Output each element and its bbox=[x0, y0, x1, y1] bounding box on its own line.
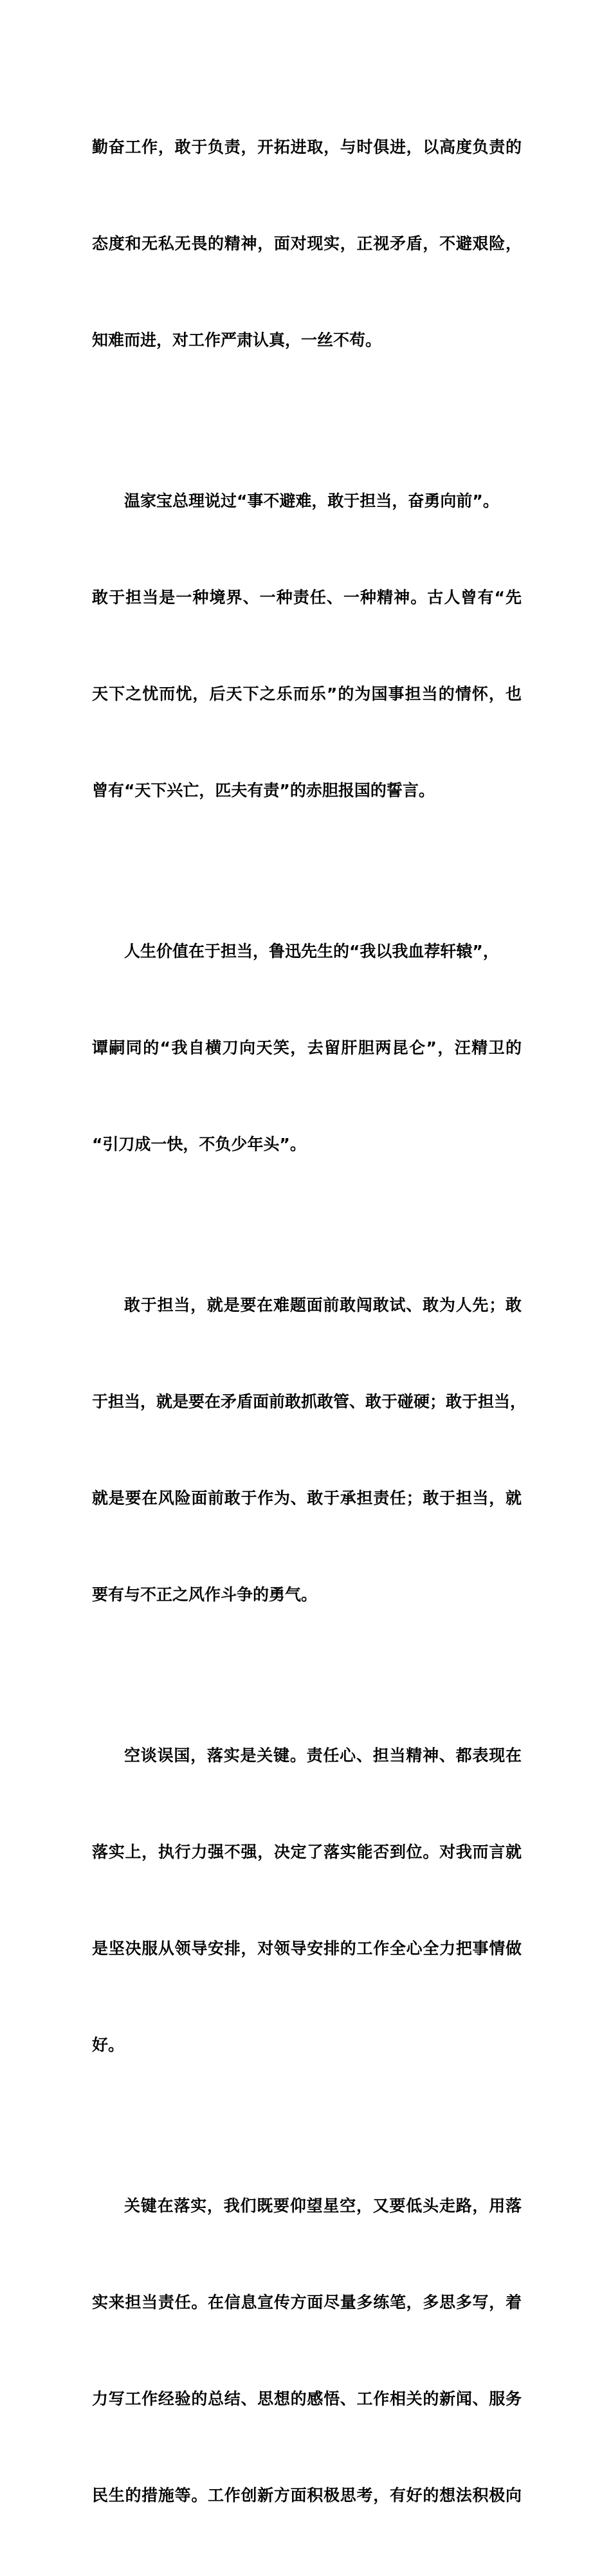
text-line: 就是要在风险面前敢于作为、敢于承担责任；敢于担当，就 bbox=[92, 1489, 522, 1507]
text-line: 落实上，执行力强不强，决定了落实能否到位。对我而言就 bbox=[92, 1843, 522, 1861]
paragraph-5 bbox=[92, 1675, 522, 2126]
text-line: 态度和无私无畏的精神，面对现实，正视矛盾，不避艰险， bbox=[92, 234, 522, 253]
text-line: 好。 bbox=[92, 2036, 125, 2054]
text-line: 是坚决服从领导安排，对领导安排的工作全心全力把事情做 bbox=[92, 1939, 522, 1958]
paragraph-1 bbox=[92, 67, 522, 421]
text-line: 关键在落实，我们既要仰望星空，又要低头走路，用落 bbox=[124, 2196, 522, 2215]
text-line: 勤奋工作，敢于负责，开拓进取，与时俱进，以高度负责的 bbox=[92, 138, 522, 156]
text-line: 人生价值在于担当，鲁迅先生的“我以我血荐轩辕”， bbox=[124, 942, 499, 961]
text-line: 实来担当责任。在信息宣传方面尽量多练笔，多思多写，着 bbox=[92, 2293, 522, 2312]
text-line: 曾有“天下兴亡，匹夫有责”的赤胆报国的誓言。 bbox=[92, 781, 435, 800]
text-line: “引刀成一快，不负少年头”。 bbox=[92, 1135, 306, 1154]
text-line: 谭嗣同的“我自横刀向天笑，去留肝胆两昆仑”，汪精卫的 bbox=[92, 1038, 522, 1057]
text-line: 力写工作经验的总结、思想的感悟、工作相关的新闻、服务 bbox=[92, 2389, 522, 2408]
paragraph-3 bbox=[92, 871, 522, 1225]
text-line: 民生的措施等。工作创新方面积极思考，有好的想法积极向 bbox=[92, 2486, 522, 2505]
paragraph-4 bbox=[92, 1225, 527, 1675]
text-line: 空谈误国，落实是关键。责任心、担当精神、都表现在 bbox=[124, 1746, 522, 1765]
text-line: 知难而进，对工作严肃认真，一丝不苟。 bbox=[92, 331, 382, 349]
text-line: 敢于担当，就是要在难题面前敢闯敢试、敢为人先；敢 bbox=[124, 1296, 522, 1314]
document-body bbox=[92, 67, 527, 2576]
paragraph-2 bbox=[92, 421, 522, 871]
text-line: 敢于担当是一种境界、一种责任、一种精神。古人曾有“先 bbox=[92, 588, 522, 607]
text-line: 温家宝总理说过“事不避难，敢于担当，奋勇向前”。 bbox=[124, 492, 499, 510]
text-line: 要有与不正之风作斗争的勇气。 bbox=[92, 1585, 318, 1604]
paragraph-6 bbox=[92, 2126, 522, 2576]
text-line: 于担当，就是要在矛盾面前敢抓敢管、敢于碰硬；敢于担当， bbox=[92, 1392, 527, 1411]
text-line: 天下之忧而忧，后天下之乐而乐”的为国事担当的情怀，也 bbox=[92, 685, 522, 703]
